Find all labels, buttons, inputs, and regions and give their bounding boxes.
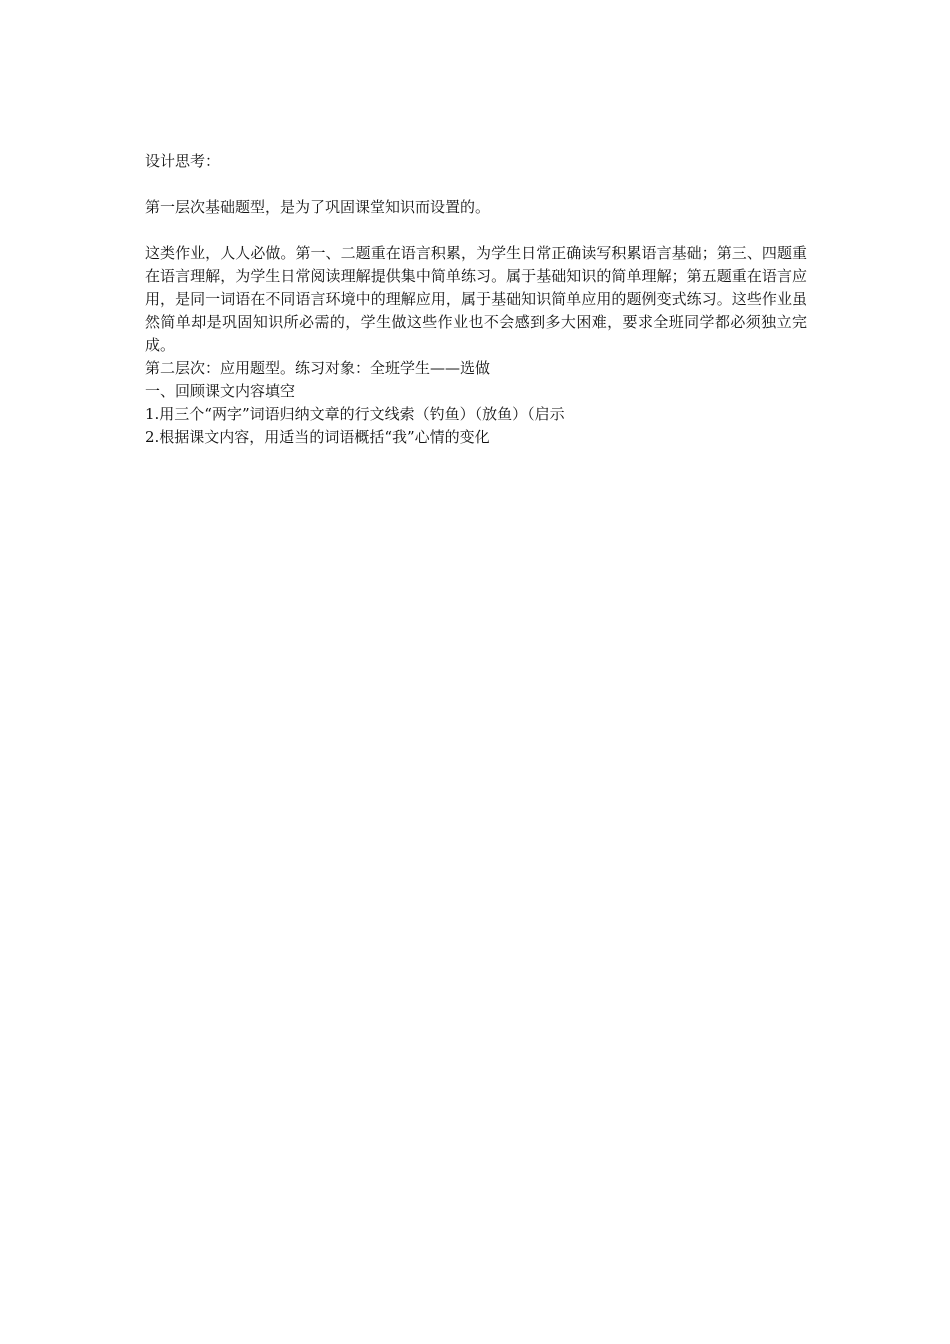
paragraph-explanation: 这类作业，人人必做。第一、二题重在语言积累，为学生日常正确读写积累语言基础；第三、四题重在语言理解，为学生日常阅读理解提供集中简单练习。属于基础知识的简单理解；第五题重在语言应用，是同一词语在不同语言环境中的理解应用，属于基础知识简单应用的题例变式练习。这些作业虽然简单却是巩固知识所必需的，学生做这些作业也不会感到多大困难，要求全班同学都必须独立完成。 bbox=[145, 244, 807, 354]
question-2: 2.根据课文内容，用适当的词语概括“我”心情的变化 bbox=[145, 428, 490, 446]
document-body bbox=[145, 150, 807, 449]
heading-design-thoughts: 设计思考： bbox=[145, 152, 221, 170]
paragraph-level-two: 第二层次：应用题型。练习对象：全班学生——选做 bbox=[145, 359, 491, 377]
paragraph-level-one: 第一层次基础题型，是为了巩固课堂知识而设置的。 bbox=[145, 198, 491, 216]
section-heading-review: 一、回顾课文内容填空 bbox=[145, 382, 296, 400]
question-1: 1.用三个“两字”词语归纳文章的行文线索（钓鱼）（放鱼）（启示 bbox=[145, 405, 565, 423]
